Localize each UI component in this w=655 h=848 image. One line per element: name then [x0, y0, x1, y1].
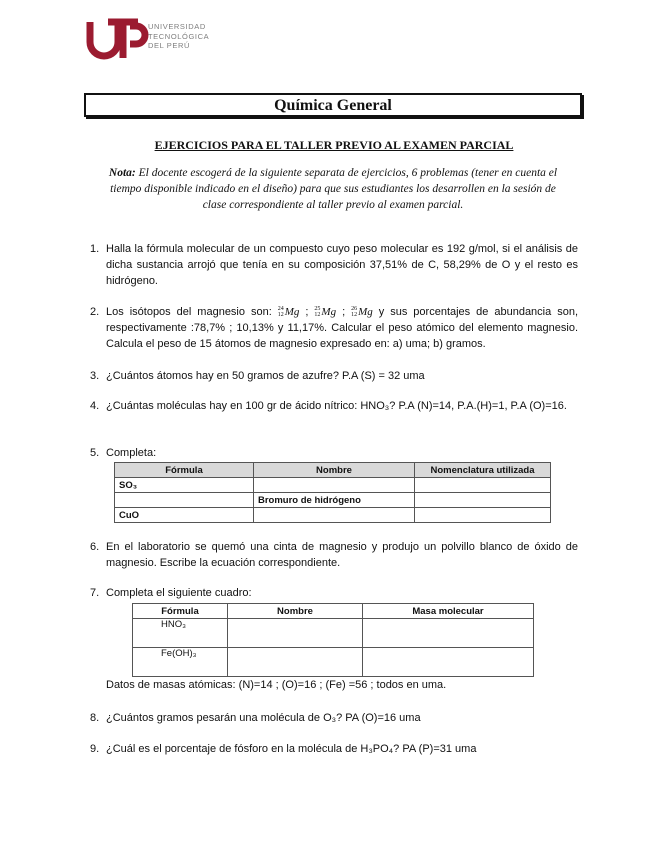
- question-4: [90, 398, 578, 414]
- question-number: 5.: [90, 447, 100, 459]
- logo-line: UNIVERSIDAD: [148, 22, 206, 31]
- question-5: [90, 445, 578, 461]
- table-cell: [228, 648, 363, 677]
- table-cell: [415, 478, 551, 493]
- question-text: Halla la fórmula molecular de un compuesto cuyo peso molecular es 192 g/mol, si el análisis de dicha sustancia arrojó que tenía en su composición 37,51% de C, 58,29% de O y el resto es hidrógeno.: [106, 243, 578, 287]
- isotope: [351, 306, 373, 318]
- atomic-mass-data: Datos de masas atómicas: (N)=14 ; (O)=16 ; (Fe) =56 ; todos en uma.: [106, 679, 447, 691]
- table-cell: SO₃: [115, 478, 254, 493]
- table-header-row: [133, 604, 534, 619]
- course-title: Química General: [84, 93, 582, 117]
- question-9: [90, 741, 578, 757]
- question-number: 2.: [90, 306, 100, 318]
- logo-text: [148, 22, 209, 51]
- mass-number: 24: [277, 306, 284, 313]
- question-number: 6.: [90, 541, 100, 553]
- column-header: Masa molecular: [363, 604, 534, 619]
- atomic-number: 12: [351, 312, 358, 319]
- note-paragraph: [100, 165, 566, 213]
- element-symbol: Mg: [358, 306, 373, 318]
- table-cell: Bromuro de hidrógeno: [254, 493, 415, 508]
- molecular-mass-table: [132, 603, 534, 677]
- column-header: Fórmula: [115, 463, 254, 478]
- table-row: [133, 619, 534, 648]
- table-cell: [415, 493, 551, 508]
- atomic-number: 12: [277, 312, 284, 319]
- note-text: El docente escogerá de la siguiente separata de ejercicios, 6 problemas (tener en cuenta el tiempo disponible indicado en el diseño) para que sus estudiantes los desarrollen en la sesión de clase correspondiente al taller previo al examen parcial.: [110, 167, 558, 211]
- table-cell: Fe(OH)₃: [133, 648, 228, 677]
- table-cell: CuO: [115, 508, 254, 523]
- question-text: En el laboratorio se quemó una cinta de magnesio y produjo un polvillo blanco de óxido de magnesio. Escribe la ecuación correspondiente.: [106, 541, 578, 569]
- question-text: ¿Cuántos gramos pesarán una molécula de O₃? PA (O)=16 uma: [106, 712, 421, 724]
- question-number: 7.: [90, 587, 100, 599]
- table-row: [133, 648, 534, 677]
- page-subtitle: EJERCICIOS PARA EL TALLER PREVIO AL EXAMEN PARCIAL: [154, 138, 514, 152]
- question-2: [90, 304, 578, 352]
- column-header: Nomenclatura utilizada: [415, 463, 551, 478]
- question-6: [90, 539, 578, 571]
- question-3: [90, 368, 578, 384]
- table-cell: [415, 508, 551, 523]
- table-cell: [363, 648, 534, 677]
- nomenclature-table: [114, 462, 551, 523]
- question-8: [90, 710, 578, 726]
- column-header: Nombre: [228, 604, 363, 619]
- logo-line: TECNOLÓGICA: [148, 31, 210, 41]
- question-text: ¿Cuál es el porcentaje de fósforo en la molécula de H₃PO₄? PA (P)=31 uma: [106, 743, 477, 755]
- table-cell: [228, 619, 363, 648]
- question-7: [90, 585, 578, 601]
- question-text: ¿Cuántas moléculas hay en 100 gr de ácido nítrico: HNO₃? P.A (N)=14, P.A.(H)=1, P.A (O)=16.: [106, 400, 567, 412]
- question-number: 9.: [90, 743, 100, 755]
- table-cell: [115, 493, 254, 508]
- logo-line: DEL PERÚ: [148, 41, 191, 50]
- table-row: [115, 508, 551, 523]
- column-header: Nombre: [254, 463, 415, 478]
- table-cell: [363, 619, 534, 648]
- question-number: 8.: [90, 712, 100, 724]
- question-number: 1.: [90, 243, 100, 255]
- table-row: [115, 478, 551, 493]
- question-number: 4.: [90, 400, 100, 412]
- table-header-row: [115, 463, 551, 478]
- element-symbol: Mg: [284, 306, 300, 318]
- question-text: Completa el siguiente cuadro:: [106, 587, 252, 599]
- table-cell: [254, 508, 415, 523]
- question-text: Completa:: [106, 447, 157, 459]
- atomic-number: 12: [314, 312, 321, 319]
- note-label: Nota:: [108, 167, 136, 179]
- question-rest: y sus porcentajes de abundancia son, respectivamente :78,7% ; 10,13% y 11,17%. Calcular el peso atómico del elemento magnesio. Calcula el peso de 15 átomos de magnesio expresado en: a) uma; b) gramos.: [106, 306, 579, 350]
- element-symbol: Mg: [321, 306, 337, 318]
- mass-number: 25: [314, 306, 321, 313]
- table-cell: HNO₃: [133, 619, 228, 648]
- table-row: [115, 493, 551, 508]
- question-number: 3.: [90, 370, 100, 382]
- isotope: [278, 306, 300, 318]
- isotope: [314, 306, 336, 318]
- table-cell: [254, 478, 415, 493]
- question-text: ¿Cuántos átomos hay en 50 gramos de azufre? P.A (S) = 32 uma: [106, 370, 425, 382]
- question-lead: Los isótopos del magnesio son:: [106, 306, 272, 318]
- mass-number: 26: [351, 306, 358, 313]
- question-text: Los isótopos del magnesio son: 24 12 Mg ; 25 12 Mg ; 26 12 Mg y sus porcentajes de abundancia son, respectivamente :78,7% ; 10,13% y 11,17%. Calcular el peso atómico del elemento magnesio. Calcula el peso de 15 átomos de magnesio expresado en: a) uma; b) gramos.: [106, 306, 579, 350]
- question-1: [90, 241, 578, 289]
- column-header: Fórmula: [133, 604, 228, 619]
